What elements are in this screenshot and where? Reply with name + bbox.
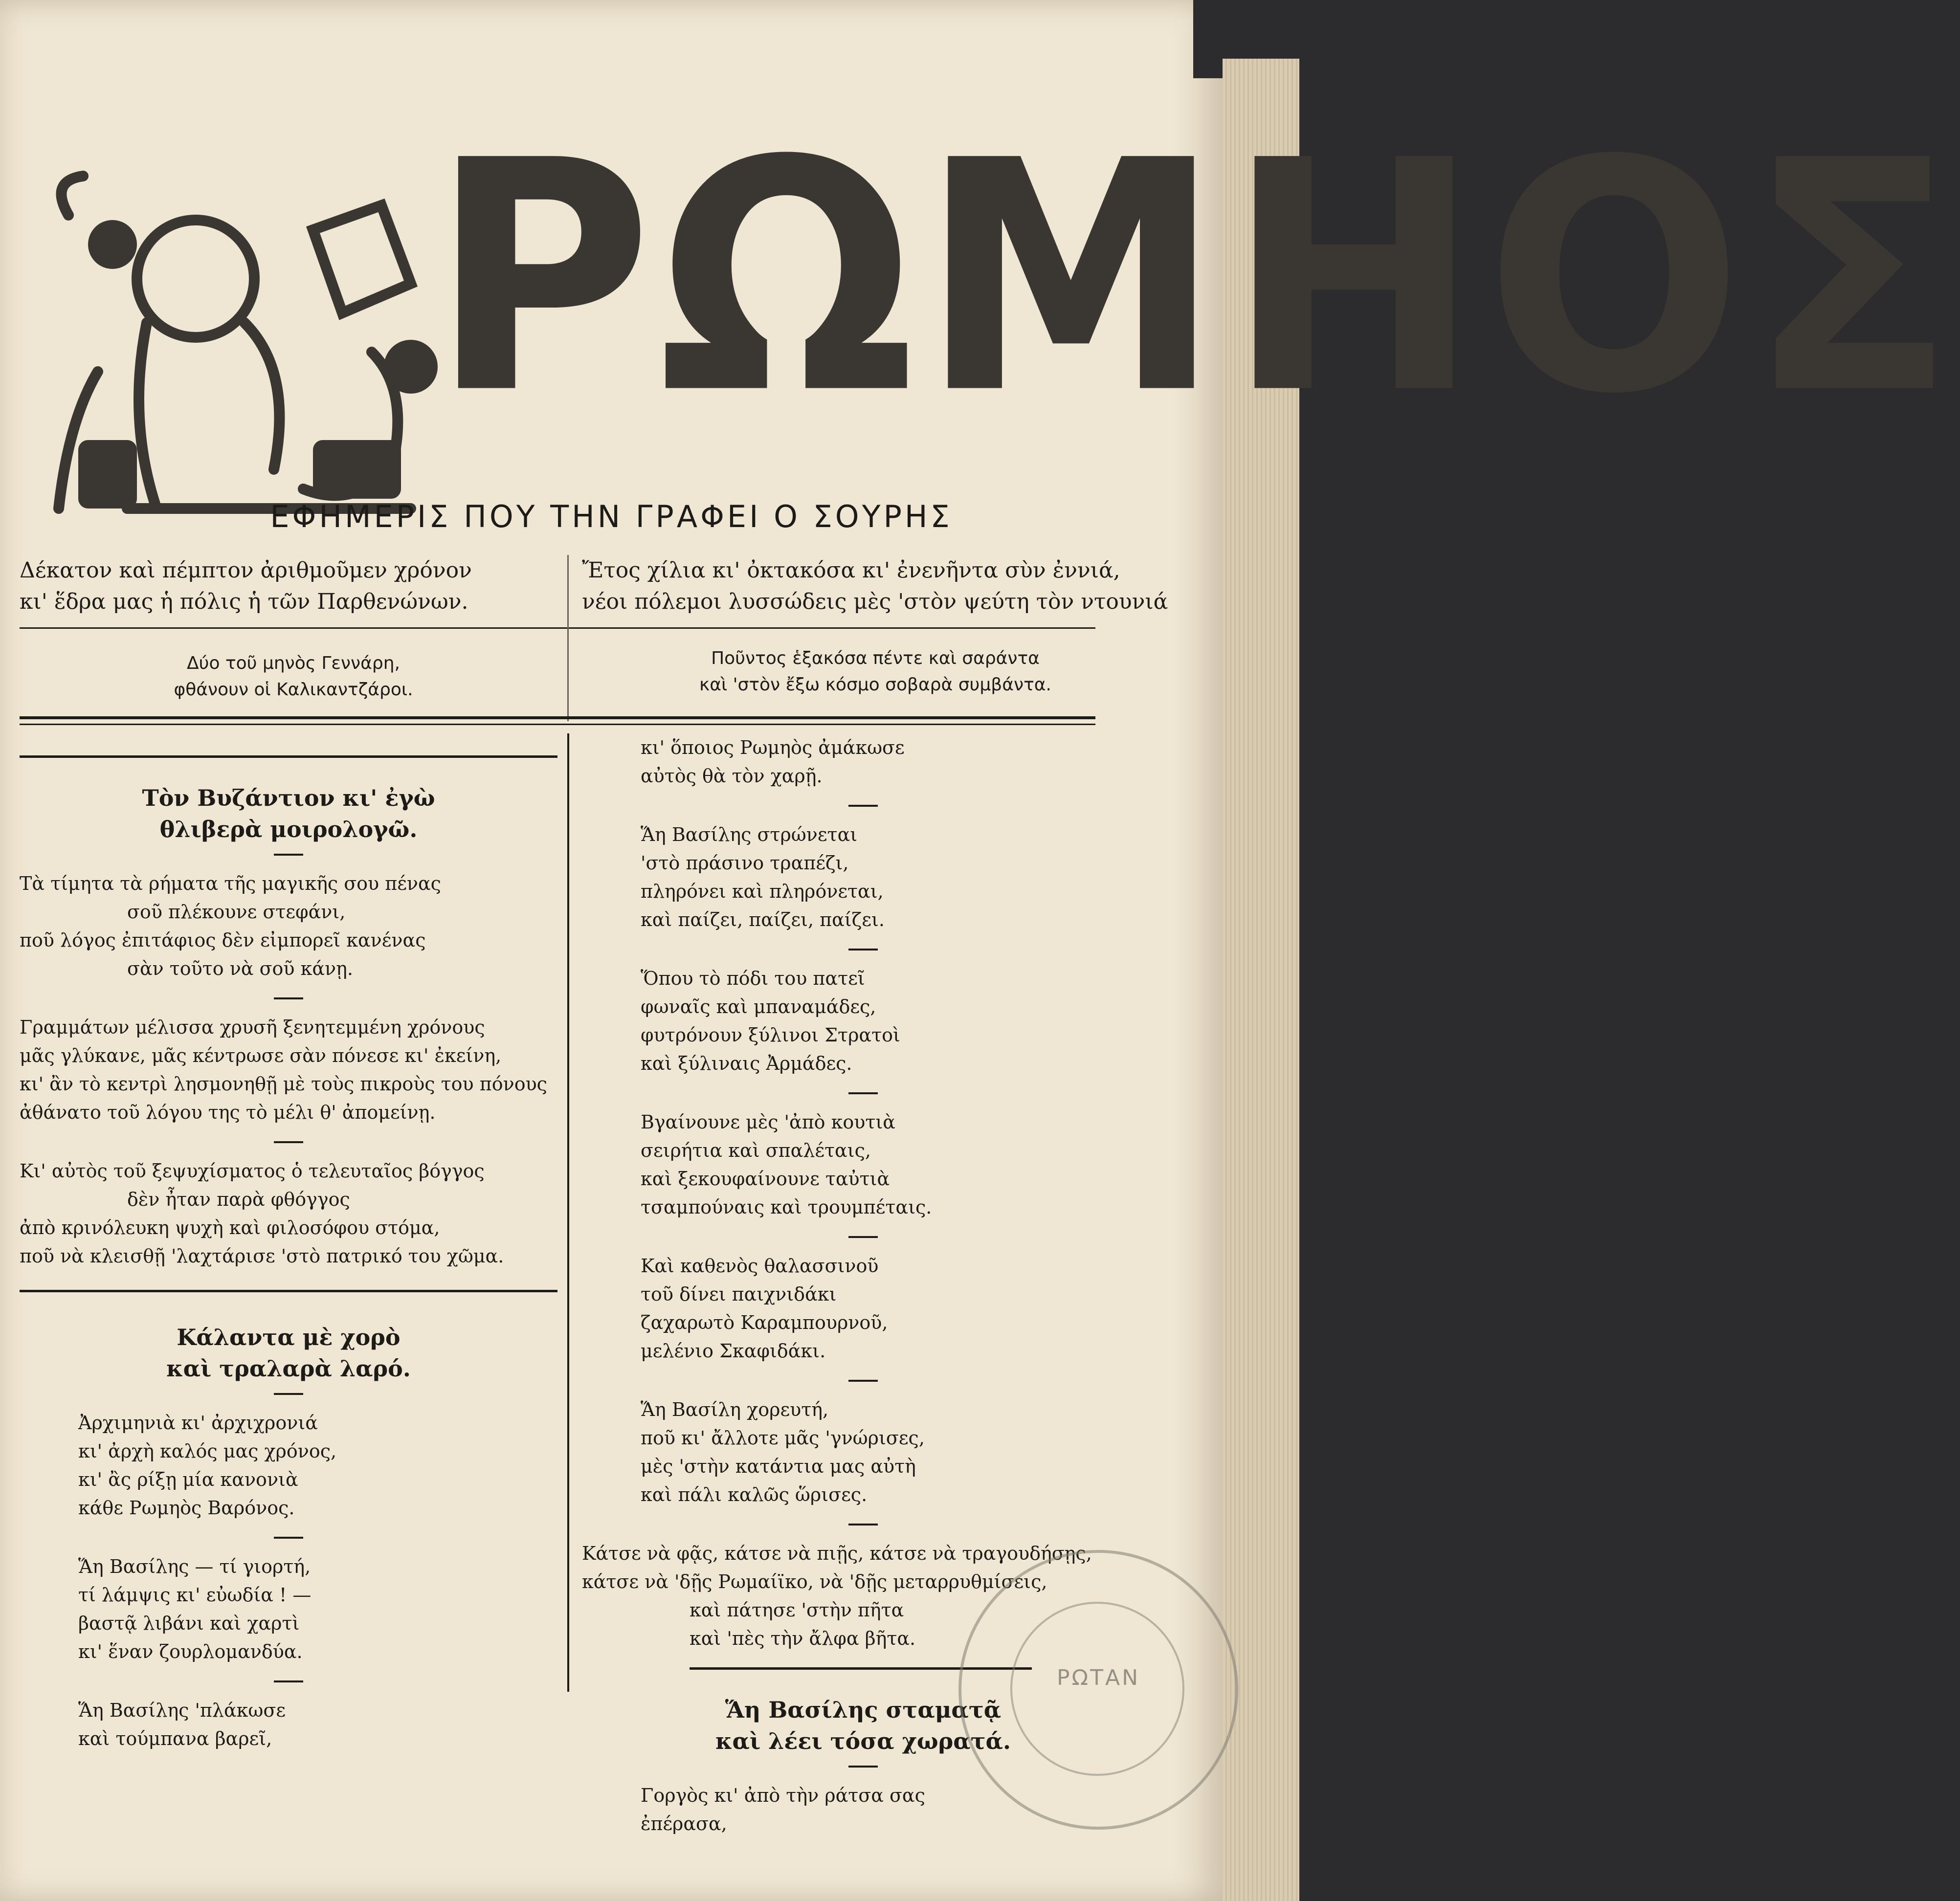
verse-line: 'στὸ πράσινο τραπέζι, [641, 852, 849, 874]
heading-line: Κάλαντα μὲ χορὸ [177, 1324, 401, 1350]
verse-line: βαστᾷ λιβάνι καὶ χαρτὶ [78, 1613, 300, 1634]
stanza [582, 1395, 1144, 1509]
section-dash [274, 1393, 303, 1395]
motto-left-small [20, 650, 567, 703]
stanza [582, 1252, 1144, 1365]
verse-line: κάθε Ρωμηὸς Βαρόνος. [78, 1497, 295, 1519]
verse-line: κι' ἕναν ζουρλομανδύα. [78, 1641, 303, 1662]
heading-line: Τὸν Βυζάντιον κι' ἐγὼ [142, 785, 435, 811]
section-dash [848, 1766, 878, 1768]
verse-line: κι' ἀρχὴ καλός μας χρόνος, [78, 1440, 337, 1462]
motto-line: καὶ 'στὸν ἔξω κόσμο σοβαρὰ συμβάντα. [699, 675, 1051, 695]
column-divider [567, 733, 569, 1692]
verse-line: φωναῖς καὶ μπαναμάδες, [641, 996, 876, 1017]
verse-line: καὶ τούμπανα βαρεῖ, [78, 1728, 272, 1749]
verse-line: Γραμμάτων μέλισσα χρυσῆ ξενητεμμένη χρόνους [20, 1017, 485, 1038]
verse-line: καὶ ξύλιναις Ἀρμάδες. [641, 1053, 852, 1074]
motto-right-line: Ἔτος χίλια κι' ὀκτακόσα κι' ἐνενῆντα σὺν ἐννιά, [582, 558, 1120, 583]
verse-line: τοῦ δίνει παιχνιδάκι [641, 1283, 837, 1305]
section-dash [274, 997, 303, 999]
stamp-text: ΡΩΤΑΝ [1056, 1665, 1140, 1690]
verse-line: σοῦ πλέκουνε στεφάνι, [127, 901, 346, 923]
verse-line: Ὅπου τὸ πόδι του πατεῖ [641, 968, 865, 989]
verse-line: τί λάμψις κι' εὐωδία ! — [78, 1584, 312, 1606]
stanza [20, 1696, 557, 1753]
verse-line: κι' ἂς ρίξῃ μία κανονιὰ [78, 1469, 298, 1490]
library-stamp [958, 1550, 1238, 1830]
motto-right-small [582, 645, 1169, 698]
section-dash [274, 854, 303, 856]
verse-line: ἐπέρασα, [641, 1813, 727, 1835]
motto-left-line: κι' ἕδρα μας ἡ πόλις ἡ τῶν Παρθενώνων. [20, 589, 468, 614]
verse-line: σὰν τοῦτο νὰ σοῦ κάνῃ. [127, 958, 353, 979]
poem2-heading [20, 1322, 557, 1384]
verse-line: Ἅη Βασίλης 'πλάκωσε [78, 1700, 286, 1721]
stanza [20, 1552, 557, 1666]
heading-line: Ἅη Βασίλης σταματᾷ [725, 1697, 1002, 1723]
verse-line: Κι' αὐτὸς τοῦ ξεψυχίσματος ὁ τελευταῖος βόγγος [20, 1160, 485, 1182]
section-dash [848, 1092, 878, 1094]
verse-line: ποῦ κι' ἄλλοτε μᾶς 'γνώρισες, [641, 1427, 925, 1449]
stanza [20, 1409, 557, 1522]
stanza [20, 869, 557, 983]
verse-line: σειρήτια καὶ σπαλέταις, [641, 1140, 871, 1161]
verse-line: Ἅη Βασίλης στρώνεται [641, 824, 858, 845]
verse-line: τσαμπούναις καὶ τρουμπέταις. [641, 1196, 932, 1218]
verse-line: αὐτὸς θὰ τὸν χαρῇ. [641, 765, 823, 787]
section-dash [848, 805, 878, 807]
motto-divider [20, 627, 1095, 629]
section-dash [274, 1141, 303, 1143]
verse-line: ἀπὸ κρινόλευκη ψυχὴ καὶ φιλοσόφου στόμα, [20, 1217, 440, 1238]
header-bottom-rule [20, 716, 1095, 719]
verse-line: Ἅη Βασίλης — τί γιορτή, [78, 1556, 311, 1577]
verse-line: καὶ παίζει, παίζει, παίζει. [641, 909, 885, 930]
section-rule [20, 1290, 557, 1292]
verse-line: μὲς 'στὴν κατάντια μας αὐτὴ [641, 1456, 916, 1477]
motto-left [20, 555, 567, 618]
stanza [20, 1157, 557, 1270]
masthead-subtitle: ΕΦΗΜΕΡΙΣ ΠΟΥ ΤΗΝ ΓΡΑΦΕΙ Ο ΣΟΥΡΗΣ [270, 499, 953, 534]
verse-line: Βγαίνουνε μὲς 'ἀπὸ κουτιὰ [641, 1111, 895, 1133]
verse-line: καὶ 'πὲς τὴν ἄλφα βῆτα. [690, 1628, 916, 1649]
masthead-title: ΡΩΜΗΟΣ [430, 93, 1960, 464]
masthead-illustration [39, 166, 440, 528]
stanza [582, 964, 1144, 1078]
motto-line: Δύο τοῦ μηνὸς Γεννάρη, [187, 653, 400, 673]
motto-line: Ποῦντος ἑξακόσα πέντε καὶ σαράντα [711, 648, 1040, 668]
verse-line: καὶ ξεκουφαίνουνε ταὐτιὰ [641, 1168, 890, 1190]
heading-line: καὶ λέει τόσα χωρατά. [715, 1728, 1011, 1754]
poem1-heading [20, 782, 557, 845]
verse-line: καὶ πάλι καλῶς ὥρισες. [641, 1484, 868, 1505]
left-column [20, 755, 557, 1768]
verse-line: Καὶ καθενὸς θαλασσινοῦ [641, 1255, 879, 1277]
stanza [582, 820, 1144, 934]
stanza [582, 1108, 1144, 1221]
section-dash [848, 1524, 878, 1525]
verse-line: ποῦ νὰ κλεισθῇ 'λαχτάρισε 'στὸ πατρικό του χῶμα. [20, 1245, 504, 1267]
verse-line: μᾶς γλύκανε, μᾶς κέντρωσε σὰν πόνεσε κι' ἐκείνη, [20, 1045, 502, 1066]
verse-line: ἀθάνατο τοῦ λόγου της τὸ μέλι θ' ἀπομείνῃ. [20, 1102, 436, 1123]
verse-line: μελένιο Σκαφιδάκι. [641, 1340, 826, 1362]
section-dash [274, 1680, 303, 1682]
motto-right-line: νέοι πόλεμοι λυσσώδεις μὲς 'στὸν ψεύτη τὸν ντουνιά [582, 589, 1168, 614]
verse-line: φυτρόνουν ξύλινοι Στρατοὶ [641, 1024, 900, 1046]
verse-line: ποῦ λόγος ἐπιτάφιος δὲν εἰμπορεῖ κανένας [20, 929, 426, 951]
section-dash [848, 949, 878, 950]
section-dash [848, 1236, 878, 1238]
stanza [582, 733, 1144, 790]
motto-left-line: Δέκατον καὶ πέμπτον ἀριθμοῦμεν χρόνον [20, 558, 472, 583]
header-bottom-rule-thin [20, 724, 1095, 725]
heading-line: θλιβερὰ μοιρολογῶ. [159, 816, 418, 842]
column-top-rule [20, 755, 557, 758]
verse-line: καὶ πάτησε 'στὴν πῆτα [690, 1599, 904, 1621]
motto-vertical-rule [567, 555, 569, 721]
stanza [20, 1013, 557, 1127]
verse-line: κι' ἂν τὸ κεντρὶ λησμονηθῇ μὲ τοὺς πικροὺς του πόνους [20, 1073, 547, 1095]
masthead [39, 93, 1960, 499]
verse-line: ζαχαρωτὸ Καραμπουρνοῦ, [641, 1312, 888, 1333]
verse-line: Ἅη Βασίλη χορευτή, [641, 1399, 829, 1420]
section-dash [848, 1380, 878, 1382]
verse-line: Ἀρχιμηνιὰ κι' ἀρχιχρονιά [78, 1412, 318, 1434]
verse-line: Τὰ τίμητα τὰ ρήματα τῆς μαγικῆς σου πένας [20, 873, 441, 894]
verse-line: πληρόνει καὶ πληρόνεται, [641, 881, 884, 902]
verse-line: Κάτσε νὰ φᾷς, κάτσε νὰ πιῇς, κάτσε νὰ τραγουδήσῃς, [582, 1543, 1092, 1564]
section-dash [274, 1537, 303, 1539]
verse-line: Γοργὸς κι' ἀπὸ τὴν ράτσα σας [641, 1785, 925, 1806]
motto-line: φθάνουν οἱ Καλικαντζάροι. [174, 680, 413, 700]
verse-line: δὲν ἦταν παρὰ φθόγγος [127, 1189, 350, 1210]
verse-line: κι' ὅποιος Ρωμηὸς ἀμάκωσε [641, 737, 905, 758]
verse-line: κάτσε νὰ 'δῇς Ρωμαίϊκο, νὰ 'δῇς μεταρρυθμίσεις, [582, 1571, 1047, 1592]
motto-right [582, 555, 1169, 618]
heading-line: καὶ τραλαρὰ λαρό. [166, 1355, 411, 1382]
